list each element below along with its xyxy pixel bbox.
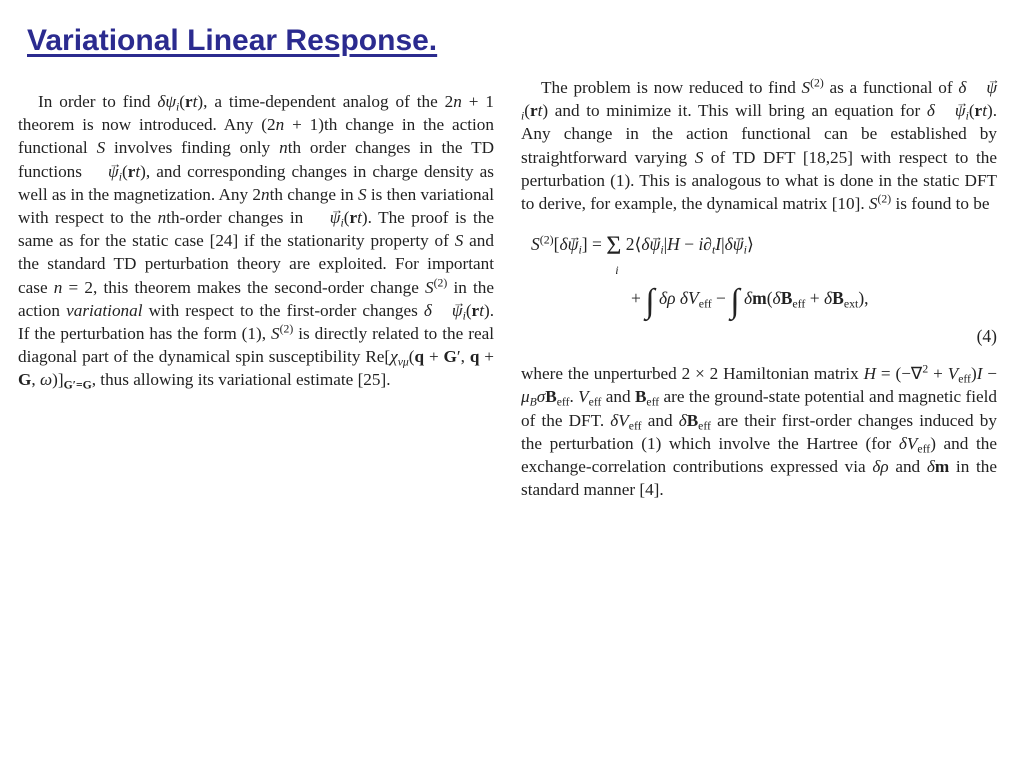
left-column-text [18,90,494,392]
equation-line-1: $S^{(2)}[\delta\to \psi_i] = \Sigma$ i 2⟨δ→ $\psi_i|H - i\partial_tI|\delta\to$ $\psi_i⟩$ [531,233,754,257]
equation-4 [521,227,997,352]
right-paragraph-1: The problem is now reduced to find $S^{(2)}$ as a functional of $\delta\to \psi_i(rt)$ and to minimize it. This will bring an equation for $\delta\to \psi_i(rt)$. Any change in the action functional can be established by straightforward varying S of TD DFT [18,25] with respect to the perturbation (1). This is analogous to what is done in the static DFT to derive, for example, the dynamical matrix [10]. $S^{(2)}$ is found to be [521,76,997,215]
right-column-text [521,76,997,501]
equation-line-2: + ∫ δρ $\delta V_{eff}$ − ∫ $\delta m(\delta B_{eff} + \delta B_{ext})$, [631,283,869,321]
left-paragraph: In order to find $\delta\psi_i(rt)$, a time-dependent analog of the 2n + 1 theorem is now introduced. Any (2n + 1)th change in the action functional S involves finding only nth order changes in the TD functions → $\psi_i(rt)$, and corresponding changes in charge density as well as in the magnetization. Any 2nth change in S is then variational with respect to the nth-order changes in → $\psi_i(rt)$. The proof is the same as for the static case [24] if the stationarity property of S and the standard TD perturbation theory are exploited. For important case n = 2, this theorem makes the second-order change $S^{(2)}$ in the action variational with respect to the first-order changes $\delta\to \psi_i(rt)$. If the perturbation has the form (1), $S^{(2)}$ is directly related to the real diagonal part of the dynamical spin susceptibility $Re[\chi_{\nu\mu}(q + G'$, q + G, $\omega)]_{G'=G}$, thus allowing its variational estimate [25]. [18,90,494,392]
right-paragraph-2: where the unperturbed 2 × 2 Hamiltonian matrix $H = (-\nabla^2 + V_{eff})I - \mu_B\sigma B_{eff}$. $V_{eff}$ and $B_{eff}$ are the ground-state potential and magnetic field of the DFT. $\delta V_{eff}$ and $\delta B_{eff}$ are their first-order changes induced by the perturbation (1) which involve the Hartree (for $\delta V_{eff}$) and the exchange-correlation contributions expressed via δρ and δm in the standard manner [4]. [521,362,997,500]
slide-title: Variational Linear Response. [27,24,438,57]
equation-number: (4) [976,326,997,347]
